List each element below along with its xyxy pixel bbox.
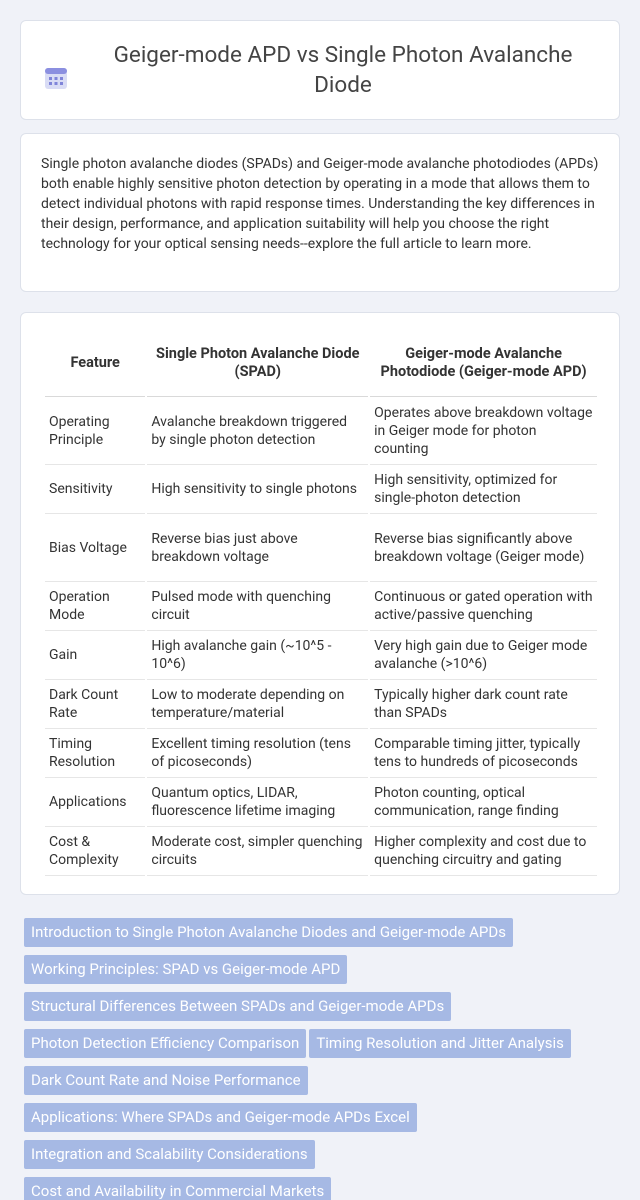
tag-working-principles[interactable]: Working Principles: SPAD vs Geiger-mode APD [24,955,347,984]
spad-cell: Pulsed mode with quenching circuit [147,582,368,631]
apd-cell: Operates above breakdown voltage in Geiger mode for photon counting [370,397,597,465]
tag-dark-count-rate[interactable]: Dark Count Rate and Noise Performance [24,1066,308,1095]
feature-cell: Dark Count Rate [45,680,145,729]
feature-cell: Applications [45,778,145,827]
tag-structural-differences[interactable]: Structural Differences Between SPADs and Geiger-mode APDs [24,992,451,1021]
table-row [45,778,597,827]
apd-cell: Reverse bias significantly above breakdown voltage (Geiger mode) [370,514,597,582]
table-row [45,397,597,465]
tag-cost-availability[interactable]: Cost and Availability in Commercial Markets [24,1177,331,1200]
header-feature: Feature [45,329,145,397]
spad-cell: Excellent timing resolution (tens of picoseconds) [147,729,368,778]
feature-cell: Operating Principle [45,397,145,465]
tag-introduction[interactable]: Introduction to Single Photon Avalanche Diodes and Geiger-mode APDs [24,918,513,947]
table-row [45,729,597,778]
tag-integration-scalability[interactable]: Integration and Scalability Considerations [24,1140,315,1169]
table-row [45,514,597,582]
comparison-table-card [20,312,620,895]
spad-cell: Reverse bias just above breakdown voltage [147,514,368,582]
spad-cell: Moderate cost, simpler quenching circuits [147,827,368,876]
apd-cell: High sensitivity, optimized for single-photon detection [370,465,597,514]
table-row [45,827,597,876]
apd-cell: Higher complexity and cost due to quenching circuitry and gating [370,827,597,876]
header-spad: Single Photon Avalanche Diode (SPAD) [147,329,368,397]
apd-cell: Photon counting, optical communication, range finding [370,778,597,827]
feature-cell: Timing Resolution [45,729,145,778]
feature-cell: Gain [45,631,145,680]
feature-cell: Cost & Complexity [45,827,145,876]
table-row [45,680,597,729]
tag-timing-resolution[interactable]: Timing Resolution and Jitter Analysis [309,1029,571,1058]
spad-cell: Quantum optics, LIDAR, fluorescence lifetime imaging [147,778,368,827]
table-row [45,582,597,631]
spad-cell: Low to moderate depending on temperature/material [147,680,368,729]
comparison-table [43,329,599,876]
feature-cell: Operation Mode [45,582,145,631]
topic-tags [24,918,624,1200]
apd-cell: Typically higher dark count rate than SPADs [370,680,597,729]
apd-cell: Continuous or gated operation with active/passive quenching [370,582,597,631]
tag-applications[interactable]: Applications: Where SPADs and Geiger-mode APDs Excel [24,1103,417,1132]
table-row [45,631,597,680]
feature-cell: Bias Voltage [45,514,145,582]
spad-cell: Avalanche breakdown triggered by single photon detection [147,397,368,465]
intro-paragraph: Single photon avalanche diodes (SPADs) and Geiger-mode avalanche photodiodes (APDs) both enable highly sensitive photon detection by operating in a mode that allows them to detect individual photons with rapid response times. Understanding the key differences in their design, performance, and application suitability will help you choose the right technology for your optical sensing needs--explore the full article to learn more. [41,156,599,252]
table-row [45,465,597,514]
apd-cell: Very high gain due to Geiger mode avalanche (>10^6) [370,631,597,680]
spad-cell: High avalanche gain (~10^5 - 10^6) [147,631,368,680]
feature-cell: Sensitivity [45,465,145,514]
intro-card [20,133,620,292]
tag-photon-detection-efficiency[interactable]: Photon Detection Efficiency Comparison [24,1029,306,1058]
apd-cell: Comparable timing jitter, typically tens to hundreds of picoseconds [370,729,597,778]
calendar-grid-icon [43,65,69,91]
page-title: Geiger-mode APD vs Single Photon Avalanche Diode [113,42,573,98]
header-geiger-apd: Geiger-mode Avalanche Photodiode (Geiger-mode APD) [370,329,597,397]
table-header-row [45,329,597,397]
spad-cell: High sensitivity to single photons [147,465,368,514]
title-card [20,20,620,120]
